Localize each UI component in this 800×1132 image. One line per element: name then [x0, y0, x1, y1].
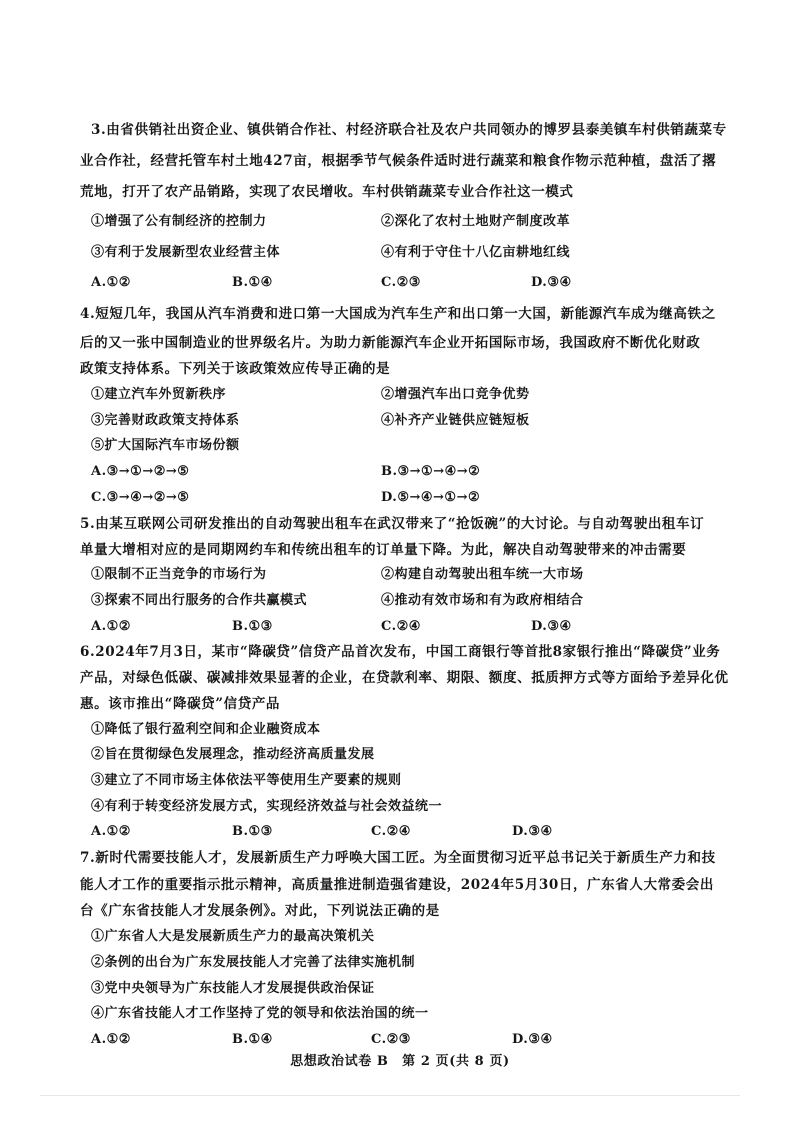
question-3-stem-line-1: 3.由省供销社出资企业、镇供销合作社、村经济联合社及农户共同领办的博罗县泰美镇车村供销蔬菜专	[91, 122, 727, 138]
question-3-choice-c[interactable]: C.②③	[381, 275, 421, 290]
question-4-statement-5: ⑤扩大国际汽车市场份额	[91, 438, 240, 453]
question-5-choice-c[interactable]: C.②④	[381, 619, 421, 634]
question-4-statement-3: ③完善财政政策支持体系	[91, 413, 240, 428]
question-5-statement-3: ③探索不同出行服务的合作共赢模式	[91, 593, 308, 608]
question-5-choice-d[interactable]: D.③④	[531, 619, 572, 634]
question-6-stem-line-1: 6.2024年7月3日，某市“降碳贷”信贷产品首次发布，中国工商银行等首批8家银行推出“降碳贷”业务	[80, 644, 721, 660]
question-7-statement-1: ①广东省人大是发展新质生产力的最高决策机关	[91, 929, 375, 944]
question-3-statement-3: ③有利于发展新型农业经营主体	[91, 245, 281, 260]
question-5-choice-a[interactable]: A.①②	[91, 619, 131, 634]
question-7-statement-3: ③党中央领导为广东技能人才发展提供政治保证	[91, 981, 375, 996]
question-5-statement-1: ①限制不正当竞争的市场行为	[91, 567, 267, 582]
question-6-choice-c[interactable]: C.②④	[371, 824, 411, 839]
question-4-statement-1: ①建立汽车外贸新秩序	[91, 387, 227, 402]
question-3-statement-4: ④有利于守住十八亿亩耕地红线	[381, 245, 571, 260]
question-7-choice-c[interactable]: C.②③	[371, 1032, 411, 1047]
question-6-choice-a[interactable]: A.①②	[91, 824, 131, 839]
question-6-statement-3: ③建立了不同市场主体依法平等使用生产要素的规则	[91, 773, 402, 788]
question-3-stem-line-2: 业合作社，经营托管车村土地427亩，根据季节气候条件适时进行蔬菜和粮食作物示范种植，盘活了撂	[80, 153, 717, 169]
question-7-choice-a[interactable]: A.①②	[91, 1032, 131, 1047]
page-footer: 思想政治试卷 B 第 2 页(共 8 页)	[290, 1054, 510, 1069]
question-5-statement-4: ④推动有效市场和有为政府相结合	[381, 593, 584, 608]
question-7-statement-2: ②条例的出台为广东发展技能人才完善了法律实施机制	[91, 955, 416, 970]
question-3-choice-d[interactable]: D.③④	[531, 275, 572, 290]
question-4-choice-b[interactable]: B.③→①→④→②	[381, 464, 481, 479]
question-3-statement-1: ①增强了公有制经济的控制力	[91, 214, 267, 229]
question-7-stem-line-1: 7.新时代需要技能人才，发展新质生产力呼唤大国工匠。为全面贯彻习近平总书记关于新质生产力和技	[80, 850, 716, 866]
question-5-statement-2: ②构建自动驾驶出租车统一大市场	[381, 567, 584, 582]
question-5-choice-b[interactable]: B.①③	[232, 619, 273, 634]
question-6-choice-d[interactable]: D.③④	[512, 824, 553, 839]
question-6-stem-line-2: 产品，对绿色低碳、碳减排效果显著的企业，在贷款利率、期限、额度、抵质押方式等方面给予差异化优	[80, 670, 729, 686]
question-4-choice-a[interactable]: A.③→①→②→⑤	[91, 464, 190, 479]
question-5-stem-line-2: 单量大增相对应的是同期网约车和传统出租车的订单量下降。为此，解决自动驾驶带来的冲击需要	[80, 542, 687, 558]
question-4-choice-c[interactable]: C.③→④→②→⑤	[91, 490, 190, 505]
question-4-choice-d[interactable]: D.⑤→④→①→②	[381, 490, 481, 505]
question-7-choice-b[interactable]: B.①④	[232, 1032, 273, 1047]
question-5-stem-line-1: 5.由某互联网公司研发推出的自动驾驶出租车在武汉带来了“抢饭碗”的大讨论。与自动驾驶出租车订	[80, 516, 705, 532]
question-6-choice-b[interactable]: B.①③	[232, 824, 273, 839]
question-6-statement-1: ①降低了银行盈利空间和企业融资成本	[91, 722, 321, 737]
question-6-statement-2: ②旨在贯彻绿色发展理念，推动经济高质量发展	[91, 747, 375, 762]
question-4-stem-line-2: 后的又一张中国制造业的世界级名片。为助力新能源汽车企业开拓国际市场，我国政府不断优化财政	[80, 335, 701, 351]
question-6-stem-line-3: 惠。该市推出“降碳贷”信贷产品	[80, 696, 281, 712]
question-6-statement-4: ④有利于转变经济发展方式，实现经济效益与社会效益统一	[91, 799, 443, 814]
question-3-stem-line-3: 荒地，打开了农产品销路，实现了农民增收。车村供销蔬菜专业合作社这一模式	[80, 184, 574, 200]
question-7-statement-4: ④广东省技能人才工作坚持了党的领导和依法治国的统一	[91, 1006, 429, 1021]
question-7-stem-line-3: 台《广东省技能人才发展条例》。对此，下列说法正确的是	[80, 903, 440, 919]
scan-divider	[40, 1095, 740, 1096]
question-4-stem-line-1: 4.短短几年，我国从汽车消费和进口第一大国成为汽车生产和出口第一大国，新能源汽车成为继高铁之	[80, 306, 716, 322]
question-3-choice-a[interactable]: A.①②	[91, 275, 131, 290]
question-7-choice-d[interactable]: D.③④	[512, 1032, 553, 1047]
question-4-statement-2: ②增强汽车出口竞争优势	[381, 387, 530, 402]
question-4-stem-line-3: 政策支持体系。下列关于该政策效应传导正确的是	[80, 361, 391, 377]
question-4-statement-4: ④补齐产业链供应链短板	[381, 413, 530, 428]
question-7-stem-line-2: 能人才工作的重要指示批示精神，高质量推进制造强省建设，2024年5月30日，广东省人大常委会出	[80, 877, 714, 893]
question-3-choice-b[interactable]: B.①④	[232, 275, 273, 290]
question-3-statement-2: ②深化了农村土地财产制度改革	[381, 214, 571, 229]
